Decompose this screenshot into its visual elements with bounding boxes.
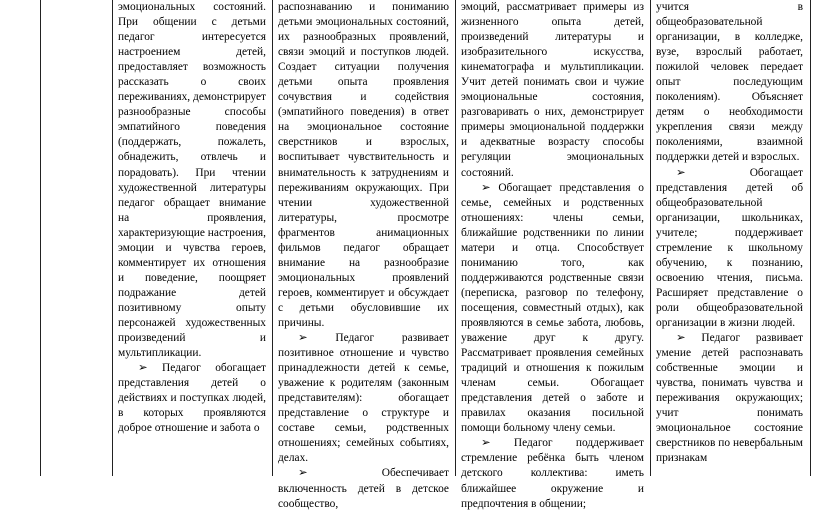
- column-divider-3: [455, 0, 456, 476]
- bullet-paragraph: ➢ Обеспечивает включенность детей в детское сообщество,: [278, 466, 449, 511]
- paragraph: распознаванию и пониманию детьми эмоциональных состояний, их разнообразных проявлений, связи эмоций и поступков людей. Создает ситуации получения детьми опыта проявления сочувствия и содействия (эмпатийного поведения) в ответ на эмоциональное состояние сверстников и взрослых, воспитывает чувствительность и внимательность к затруднениям и переживаниям окружающих. При чтении художественной литературы, просмотре фрагментов анимационных фильмов педагог обращает внимание на разнообразие эмоциональных проявлений героев, комментирует и обсуждает с детьми обусловившие их причины.: [278, 1, 449, 329]
- bullet-paragraph: ➢ Педагог развивает позитивное отношение и чувство принадлежности детей к семье, уважение к родителям (законным представителям): обогащает представление о структуре и составе семьи, родственных отношениях; семейных событиях, делах.: [278, 331, 449, 466]
- bullet-paragraph: ➢ Педагог обогащает представления детей о действиях и поступках людей, в которых проявляются доброе отношение и забота о: [118, 361, 266, 436]
- bullet-paragraph: ➢ Обогащает представления о семье, семейных и родственных отношениях: члены семьи, ближайшие родственники по линии матери и отца. Способствует пониманию того, как поддерживаются родственные связи (переписка, разговор по телефону, посещения, совместный отдых), как проявляются в семье забота, любовь, уважение друг к другу. Рассматривает проявления семейных традиций и отношения к пожилым членам семьи. Обогащает представления детей о заботе и правилах оказания посильной помощи больному члену семьи.: [461, 181, 644, 437]
- table-border-left: [40, 0, 41, 476]
- table-border-right: [810, 0, 811, 476]
- paragraph: эмоций, рассматривает примеры из жизненного опыта детей, произведений литературы и изобразительного искусства, кинематографа и мультипликации. Учит детей понимать свои и чужие эмоциональные состояния, разговаривать о них, демонстрирует примеры эмоциональной поддержки и адекватные возрасту способы регуляции эмоциональных состояний.: [461, 1, 644, 179]
- column-divider-2: [272, 0, 273, 476]
- bullet-paragraph: ➢ Педагог поддерживает стремление ребёнка быть членом детского коллектива: иметь ближайшее окружение и предпочтения в общении;: [461, 436, 644, 511]
- table-column-3: [461, 0, 644, 510]
- column-divider-4: [650, 0, 651, 476]
- table-column-4: [656, 0, 803, 476]
- paragraph: учится в общеобразовательной организации, в колледже, вузе, взрослый работает, пожилой человек передает опыт последующим поколениям). Объясняет детям о необходимости укрепления связи между поколениями, взаимной поддержки детей и взрослых.: [656, 1, 803, 164]
- table-column-2: [278, 0, 449, 510]
- bullet-paragraph: ➢ Обогащает представления детей об общеобразовательной организации, школьниках, учителе; поддерживает стремление к школьному обучению, к познанию, освоению чтения, письма. Расширяет представление о роли общеобразовательной организации в жизни людей.: [656, 166, 803, 332]
- column-divider-1: [112, 0, 113, 476]
- table-column-1: [118, 0, 266, 476]
- paragraph: эмоциональных состояний. При общении с детьми педагог интересуется настроением детей, предоставляет возможность рассказать о своих переживаниях, демонстрирует разнообразные способы эмпатийного поведения (поддержать, пожалеть, обнадежить, отвлечь и порадовать). При чтении художественной литературы педагог обращает внимание на проявления, характеризующие настроения, эмоции и чувства героев, комментирует их отношения и поведение, поощряет подражание детей позитивному опыту персонажей художественных произведений и мультипликации.: [118, 1, 266, 360]
- bullet-paragraph: ➢ Педагог развивает умение детей распознавать собственные эмоции и чувства, понимать чувства и переживания окружающих; учит понимать эмоциональное состояние сверстников по невербальным признакам: [656, 331, 803, 466]
